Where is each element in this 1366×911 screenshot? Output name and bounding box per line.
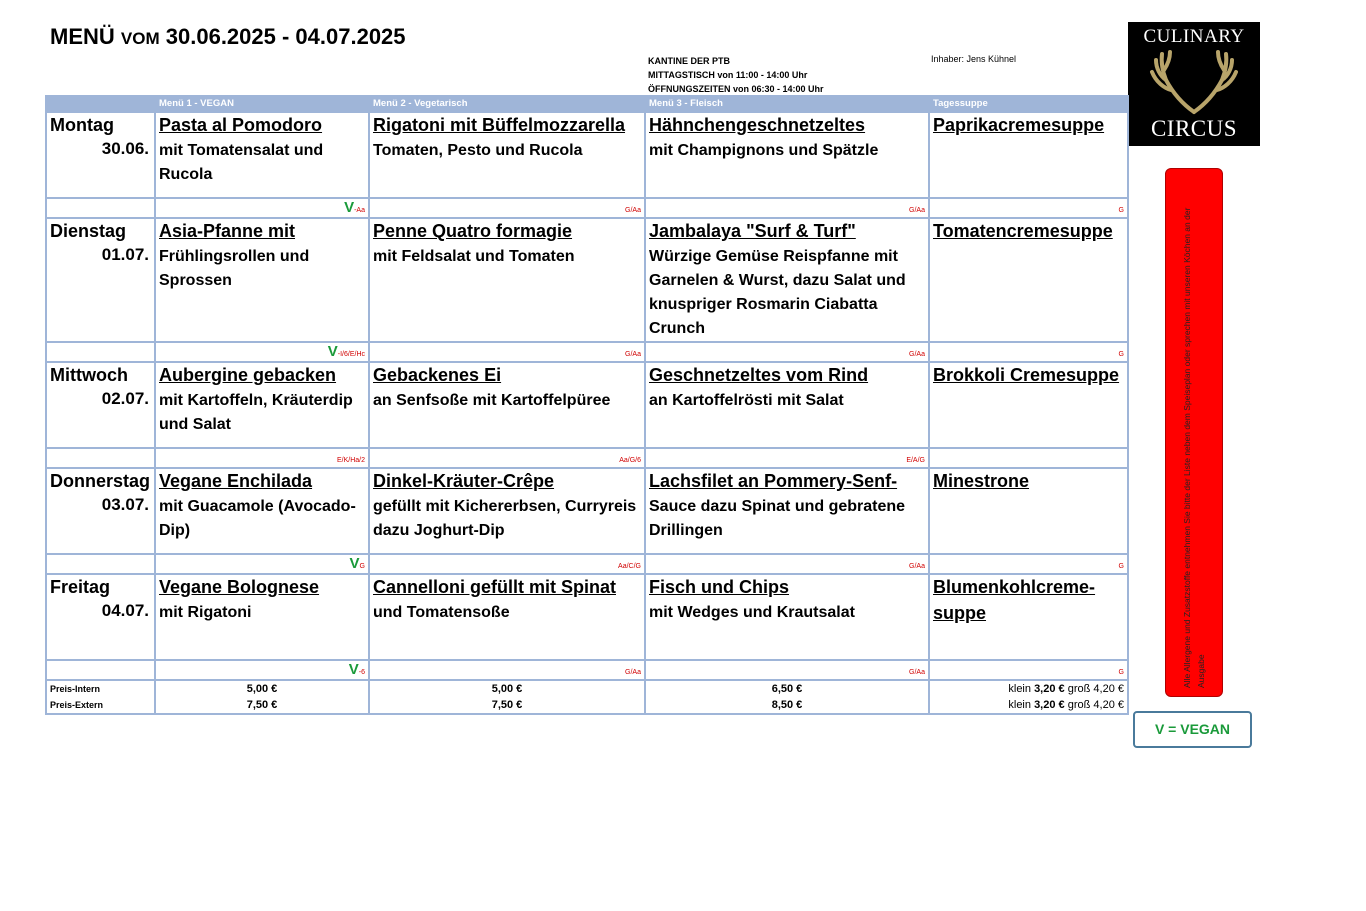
day-cell xyxy=(46,574,155,660)
allergen-codes: -I/6/E/Hc xyxy=(337,351,365,358)
day-row xyxy=(46,112,1128,198)
day-date: 02.07. xyxy=(101,389,149,408)
allergen-cell-m1 xyxy=(155,198,369,218)
dish-cell-soup xyxy=(929,112,1128,198)
canteen-name: KANTINE DER PTB xyxy=(648,56,731,66)
allergen-codes: G xyxy=(1118,669,1124,676)
allergen-codes: G/Aa xyxy=(909,669,925,676)
allergen-codes: G/Aa xyxy=(625,351,641,358)
day-row xyxy=(46,218,1128,342)
day-cell xyxy=(46,362,155,448)
dish-description: an Kartoffelrösti mit Salat xyxy=(649,392,844,409)
price-extern-label: Preis-Extern xyxy=(50,700,104,710)
allergen-cell-day xyxy=(46,342,155,362)
dish-description: Frühlingsrollen und Sprossen xyxy=(159,248,310,289)
header-menu-3: Menü 3 - Fleisch xyxy=(645,96,929,112)
allergen-cell-soup xyxy=(929,554,1128,574)
allergen-cell-m3 xyxy=(645,448,929,468)
page-title xyxy=(50,24,406,50)
dish-name: Pasta al Pomodoro xyxy=(159,115,323,135)
allergen-row xyxy=(46,660,1128,680)
dish-description: mit Tomatensalat und Rucola xyxy=(159,142,324,183)
allergen-codes: G/Aa xyxy=(909,207,925,214)
price-intern: 5,00 € xyxy=(491,683,523,695)
allergen-cell-m2 xyxy=(369,198,645,218)
allergen-cell-m2 xyxy=(369,342,645,362)
price-extern: 8,50 € xyxy=(771,699,803,711)
vegan-marker: V xyxy=(327,343,338,360)
day-date: 03.07. xyxy=(101,495,149,514)
allergen-codes: G/Aa xyxy=(909,351,925,358)
logo-top-text: CULINARY xyxy=(1143,26,1245,47)
soup-small-label: klein xyxy=(1008,683,1031,695)
allergen-cell-soup xyxy=(929,448,1128,468)
dish-name: Rigatoni mit Büffelmozzarella xyxy=(373,115,626,135)
soup-small-price: 3,20 € xyxy=(1034,699,1065,711)
day-row xyxy=(46,362,1128,448)
soup-large-label: groß xyxy=(1067,683,1091,695)
allergen-cell-day xyxy=(46,198,155,218)
allergen-row xyxy=(46,342,1128,362)
day-date: 30.06. xyxy=(101,139,149,158)
header-soup: Tagessuppe xyxy=(929,96,1128,112)
lunch-hours: MITTAGSTISCH von 11:00 - 14:00 Uhr xyxy=(648,70,808,80)
dish-description: mit Wedges und Krautsalat xyxy=(649,604,855,621)
dish-cell-m3 xyxy=(645,362,929,448)
price-extern: 7,50 € xyxy=(491,699,523,711)
allergen-cell-m1 xyxy=(155,342,369,362)
dish-description: mit Guacamole (Avocado-Dip) xyxy=(159,498,356,539)
allergen-cell-soup xyxy=(929,342,1128,362)
allergen-row xyxy=(46,554,1128,574)
allergen-note-bar xyxy=(1165,168,1223,697)
allergen-cell-m1 xyxy=(155,554,369,574)
dish-cell-m3 xyxy=(645,218,929,342)
price-labels xyxy=(46,680,155,714)
vegan-marker: V xyxy=(348,661,359,678)
title-date-range: 30.06.2025 - 04.07.2025 xyxy=(165,24,406,49)
allergen-cell-m3 xyxy=(645,198,929,218)
soup-large-price: 4,20 € xyxy=(1093,699,1124,711)
price-intern: 6,50 € xyxy=(771,683,803,695)
dish-name: Aubergine gebacken xyxy=(159,365,337,385)
dish-description: mit Kartoffeln, Kräuterdip und Salat xyxy=(159,392,353,433)
vegan-marker: V xyxy=(349,555,360,572)
day-name: Donnerstag xyxy=(50,471,151,491)
dish-description: mit Feldsalat und Tomaten xyxy=(373,248,575,265)
dish-name: Jambalaya "Surf & Turf" xyxy=(649,221,856,241)
allergen-note-text: Alle Allergene und Zusatzstoffe entnehmen Sie bitte der Liste neben dem Speiseplan oder sprechen mit unseren Köchen an der Ausgabe xyxy=(1182,207,1206,688)
dish-cell-soup xyxy=(929,362,1128,448)
allergen-cell-day xyxy=(46,448,155,468)
allergen-codes: G xyxy=(1118,563,1124,570)
allergen-codes: Aa/C/G xyxy=(618,563,641,570)
dish-cell-m2 xyxy=(369,112,645,198)
allergen-cell-day xyxy=(46,554,155,574)
dish-cell-soup xyxy=(929,468,1128,554)
vegan-legend: V = VEGAN xyxy=(1133,711,1252,748)
day-date: 01.07. xyxy=(101,245,149,264)
day-date: 04.07. xyxy=(101,601,149,620)
allergen-codes: G xyxy=(359,563,365,570)
allergen-cell-m2 xyxy=(369,448,645,468)
allergen-cell-m3 xyxy=(645,342,929,362)
price-row xyxy=(46,680,1128,714)
price-intern-label: Preis-Intern xyxy=(50,684,101,694)
allergen-codes: G/Aa xyxy=(909,563,925,570)
title-prefix: MENÜ xyxy=(50,24,115,49)
allergen-codes: -Aa xyxy=(354,207,365,214)
price-extern: 7,50 € xyxy=(246,699,278,711)
dish-name: Penne Quatro formagie xyxy=(373,221,573,241)
header-menu-2: Menü 2 - Vegetarisch xyxy=(369,96,645,112)
dish-description: mit Champignons und Spätzle xyxy=(649,142,879,159)
header-day xyxy=(46,96,155,112)
weekly-menu-table xyxy=(45,95,1129,715)
owner-info: Inhaber: Jens Kühnel xyxy=(931,54,1017,64)
day-name: Freitag xyxy=(50,577,111,597)
title-vom: VOM xyxy=(120,29,160,48)
day-name: Dienstag xyxy=(50,221,127,241)
dish-cell-m2 xyxy=(369,362,645,448)
dish-cell-soup xyxy=(929,574,1128,660)
antler-icon xyxy=(1144,50,1244,116)
soup-price-extern xyxy=(933,697,1124,713)
day-cell xyxy=(46,468,155,554)
dish-name: Asia-Pfanne mit xyxy=(159,221,296,241)
allergen-codes: G/Aa xyxy=(625,669,641,676)
dish-name: Vegane Bolognese xyxy=(159,577,320,597)
price-intern: 5,00 € xyxy=(246,683,278,695)
dish-name: Fisch und Chips xyxy=(649,577,790,597)
dish-name: Geschnetzeltes vom Rind xyxy=(649,365,869,385)
dish-cell-m2 xyxy=(369,218,645,342)
dish-cell-m2 xyxy=(369,574,645,660)
allergen-cell-m3 xyxy=(645,660,929,680)
allergen-cell-m2 xyxy=(369,660,645,680)
day-cell xyxy=(46,218,155,342)
dish-name: Brokkoli Cremesuppe xyxy=(933,365,1120,385)
soup-large-label: groß xyxy=(1067,699,1091,711)
price-cell-soup xyxy=(929,680,1128,714)
dish-cell-m1 xyxy=(155,468,369,554)
day-name: Mittwoch xyxy=(50,365,128,385)
dish-name: Blumenkohlcreme-suppe xyxy=(933,577,1096,623)
allergen-cell-m2 xyxy=(369,554,645,574)
logo-bottom-text: CIRCUS xyxy=(1150,116,1238,141)
price-cell-m3 xyxy=(645,680,929,714)
allergen-codes: E/A/G xyxy=(906,457,925,464)
dish-name: Minestrone xyxy=(933,471,1030,491)
header-menu-1: Menü 1 - VEGAN xyxy=(155,96,369,112)
allergen-cell-soup xyxy=(929,660,1128,680)
dish-description: mit Rigatoni xyxy=(159,604,252,621)
dish-name: Tomatencremesuppe xyxy=(933,221,1113,241)
day-row xyxy=(46,468,1128,554)
canteen-info xyxy=(648,54,824,96)
dish-name: Hähnchengeschnetzeltes xyxy=(649,115,866,135)
day-name: Montag xyxy=(50,115,114,135)
dish-cell-m1 xyxy=(155,112,369,198)
dish-cell-m1 xyxy=(155,218,369,342)
dish-cell-m3 xyxy=(645,574,929,660)
allergen-codes: E/K/Ha/2 xyxy=(336,457,365,464)
dish-name: Dinkel-Kräuter-Crêpe xyxy=(373,471,555,491)
dish-description: an Senfsoße mit Kartoffelpüree xyxy=(373,392,611,409)
soup-small-label: klein xyxy=(1008,699,1031,711)
allergen-cell-m3 xyxy=(645,554,929,574)
dish-cell-m2 xyxy=(369,468,645,554)
soup-price-intern xyxy=(933,681,1124,697)
dish-name: Cannelloni gefüllt mit Spinat xyxy=(373,577,616,597)
dish-cell-m1 xyxy=(155,574,369,660)
dish-name: Lachsfilet an Pommery-Senf- xyxy=(649,471,898,491)
dish-cell-soup xyxy=(929,218,1128,342)
vegan-marker: V xyxy=(344,199,355,216)
allergen-codes: -6 xyxy=(358,669,365,676)
dish-description: Sauce dazu Spinat und gebratene Drillingen xyxy=(649,498,906,539)
price-cell-m1 xyxy=(155,680,369,714)
opening-hours: ÖFFNUNGSZEITEN von 06:30 - 14:00 Uhr xyxy=(648,84,824,94)
dish-cell-m3 xyxy=(645,112,929,198)
day-cell xyxy=(46,112,155,198)
dish-name: Vegane Enchilada xyxy=(159,471,313,491)
allergen-cell-m1 xyxy=(155,660,369,680)
allergen-cell-day xyxy=(46,660,155,680)
dish-name: Paprikacremesuppe xyxy=(933,115,1105,135)
day-row xyxy=(46,574,1128,660)
price-cell-m2 xyxy=(369,680,645,714)
dish-name: Gebackenes Ei xyxy=(373,365,502,385)
allergen-cell-m1 xyxy=(155,448,369,468)
soup-small-price: 3,20 € xyxy=(1034,683,1065,695)
dish-cell-m3 xyxy=(645,468,929,554)
allergen-codes: G xyxy=(1118,207,1124,214)
dish-cell-m1 xyxy=(155,362,369,448)
dish-description: Würzige Gemüse Reispfanne mit Garnelen & Wurst, dazu Salat und knuspriger Rosmarin Ciabatta Crunch xyxy=(649,248,906,337)
dish-description: Tomaten, Pesto und Rucola xyxy=(373,142,583,159)
allergen-codes: Aa/G/6 xyxy=(619,457,641,464)
dish-description: und Tomatensoße xyxy=(373,604,510,621)
dish-description: gefüllt mit Kichererbsen, Curryreis dazu Joghurt-Dip xyxy=(373,498,637,539)
allergen-cell-soup xyxy=(929,198,1128,218)
allergen-codes: G/Aa xyxy=(625,207,641,214)
allergen-codes: G xyxy=(1118,351,1124,358)
soup-large-price: 4,20 € xyxy=(1093,683,1124,695)
allergen-row xyxy=(46,448,1128,468)
culinary-circus-logo xyxy=(1128,22,1260,146)
allergen-row xyxy=(46,198,1128,218)
table-header-row xyxy=(46,96,1128,112)
